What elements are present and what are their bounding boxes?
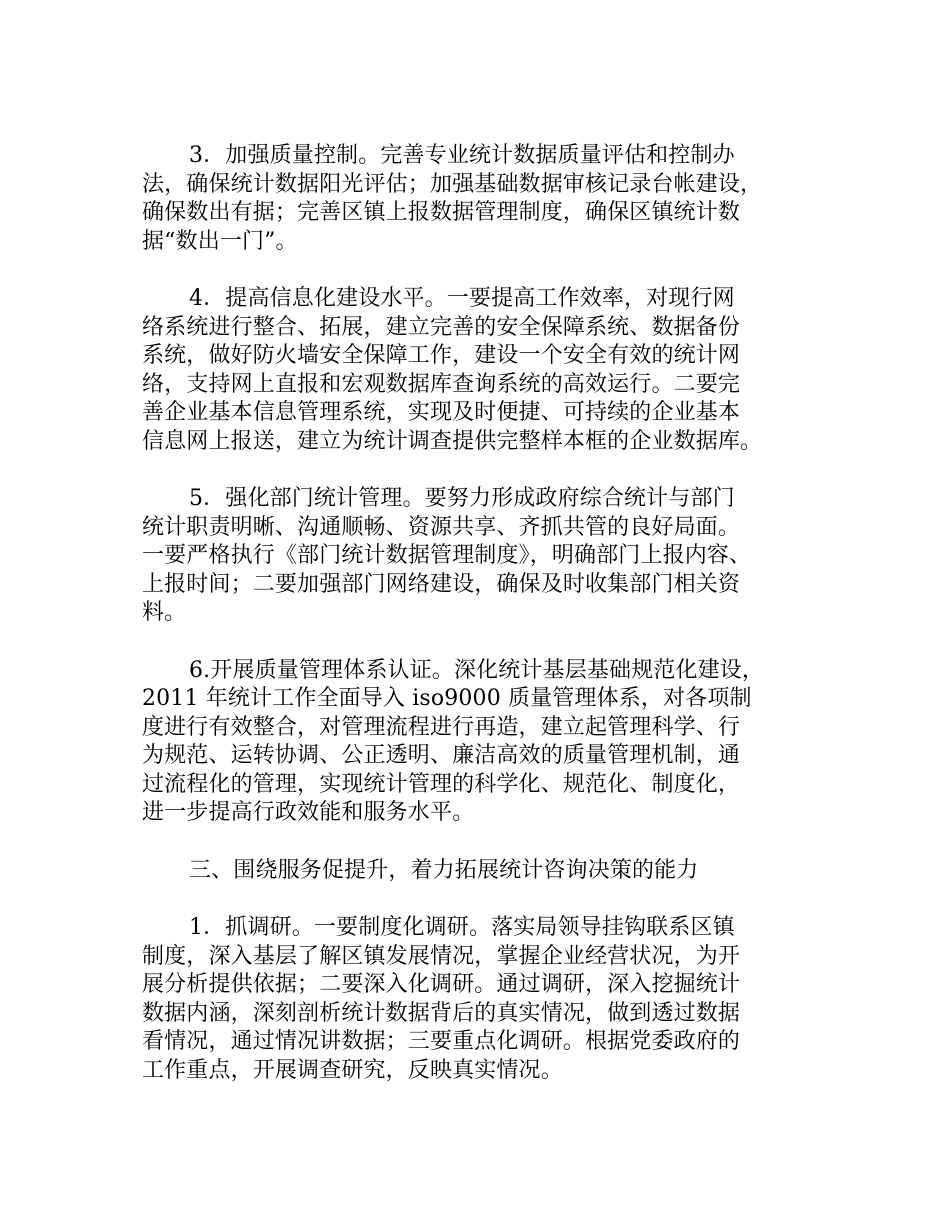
text-line: 6.开展质量管理体系认证。深化统计基层基础规范化建设， (189, 657, 765, 683)
text-line: 据“数出一门”。 (142, 228, 298, 254)
text-line: 信息网上报送，建立为统计调查提供完整样本框的企业数据库。 (142, 428, 763, 454)
text-line: 法，确保统计数据阳光评估；加强基础数据审核记录台帐建设， (142, 171, 763, 197)
text-line: 数据内涵，深刻剖析统计数据背后的真实情况，做到透过数据 (142, 1000, 741, 1026)
text-line: 工作重点，开展调查研究，反映真实情况。 (142, 1057, 563, 1083)
text-line: 络，支持网上直报和宏观数据库查询系统的高效运行。二要完 (142, 371, 741, 397)
text-line: 为规范、运转协调、公正透明、廉洁高效的质量管理机制，通 (142, 743, 741, 768)
text-line: 确保数出有据；完善区镇上报数据管理制度，确保区镇统计数 (142, 200, 741, 225)
text-line: 系统，做好防火墙安全保障工作，建设一个安全有效的统计网 (142, 343, 741, 368)
text-line: 度进行有效整合，对管理流程进行再造，建立起管理科学、行 (142, 714, 741, 740)
text-line: 展分析提供依据；二要深入化调研。通过调研，深入挖掘统计 (142, 972, 741, 997)
text-line: 3．加强质量控制。完善专业统计数据质量评估和控制办 (189, 143, 735, 168)
text-line: 上报时间；二要加强部门网络建设，确保及时收集部门相关资 (142, 571, 741, 597)
text-line: 4．提高信息化建设水平。一要提高工作效率，对现行网 (189, 286, 735, 311)
text-line: 一要严格执行《部门统计数据管理制度》，明确部门上报内容、 (142, 543, 752, 568)
text-line: 料。 (142, 600, 187, 625)
paragraph-informatization (142, 285, 832, 456)
text-line: 看情况，通过情况讲数据；三要重点化调研。根据党委政府的 (142, 1029, 741, 1054)
text-line: 2011 年统计工作全面导入 iso9000 质量管理体系，对各项制 (142, 686, 752, 711)
text-line: 5．强化部门统计管理。要努力形成政府综合统计与部门 (189, 486, 735, 511)
text-line: 统计职责明晰、沟通顺畅、资源共享、齐抓共管的良好局面。 (142, 514, 741, 540)
text-line: 善企业基本信息管理系统，实现及时便捷、可持续的企业基本 (142, 400, 741, 425)
text-line: 制度，深入基层了解区镇发展情况，掌握企业经营状况，为开 (142, 943, 741, 969)
heading-line: 三、围绕服务促提升，着力拓展统计咨询决策的能力 (189, 857, 699, 883)
text-line: 1．抓调研。一要制度化调研。落实局领导挂钩联系区镇 (189, 915, 735, 940)
section-heading (142, 857, 832, 886)
document-body (142, 142, 832, 1114)
text-line: 过流程化的管理，实现统计管理的科学化、规范化、制度化， (142, 771, 741, 797)
paragraph-research (142, 914, 832, 1085)
text-line: 进一步提高行政效能和服务水平。 (142, 800, 475, 825)
text-line: 络系统进行整合、拓展，建立完善的安全保障系统、数据备份 (142, 314, 741, 340)
paragraph-quality-certification (142, 657, 832, 828)
paragraph-quality-control (142, 142, 832, 256)
paragraph-department-statistics (142, 485, 832, 628)
